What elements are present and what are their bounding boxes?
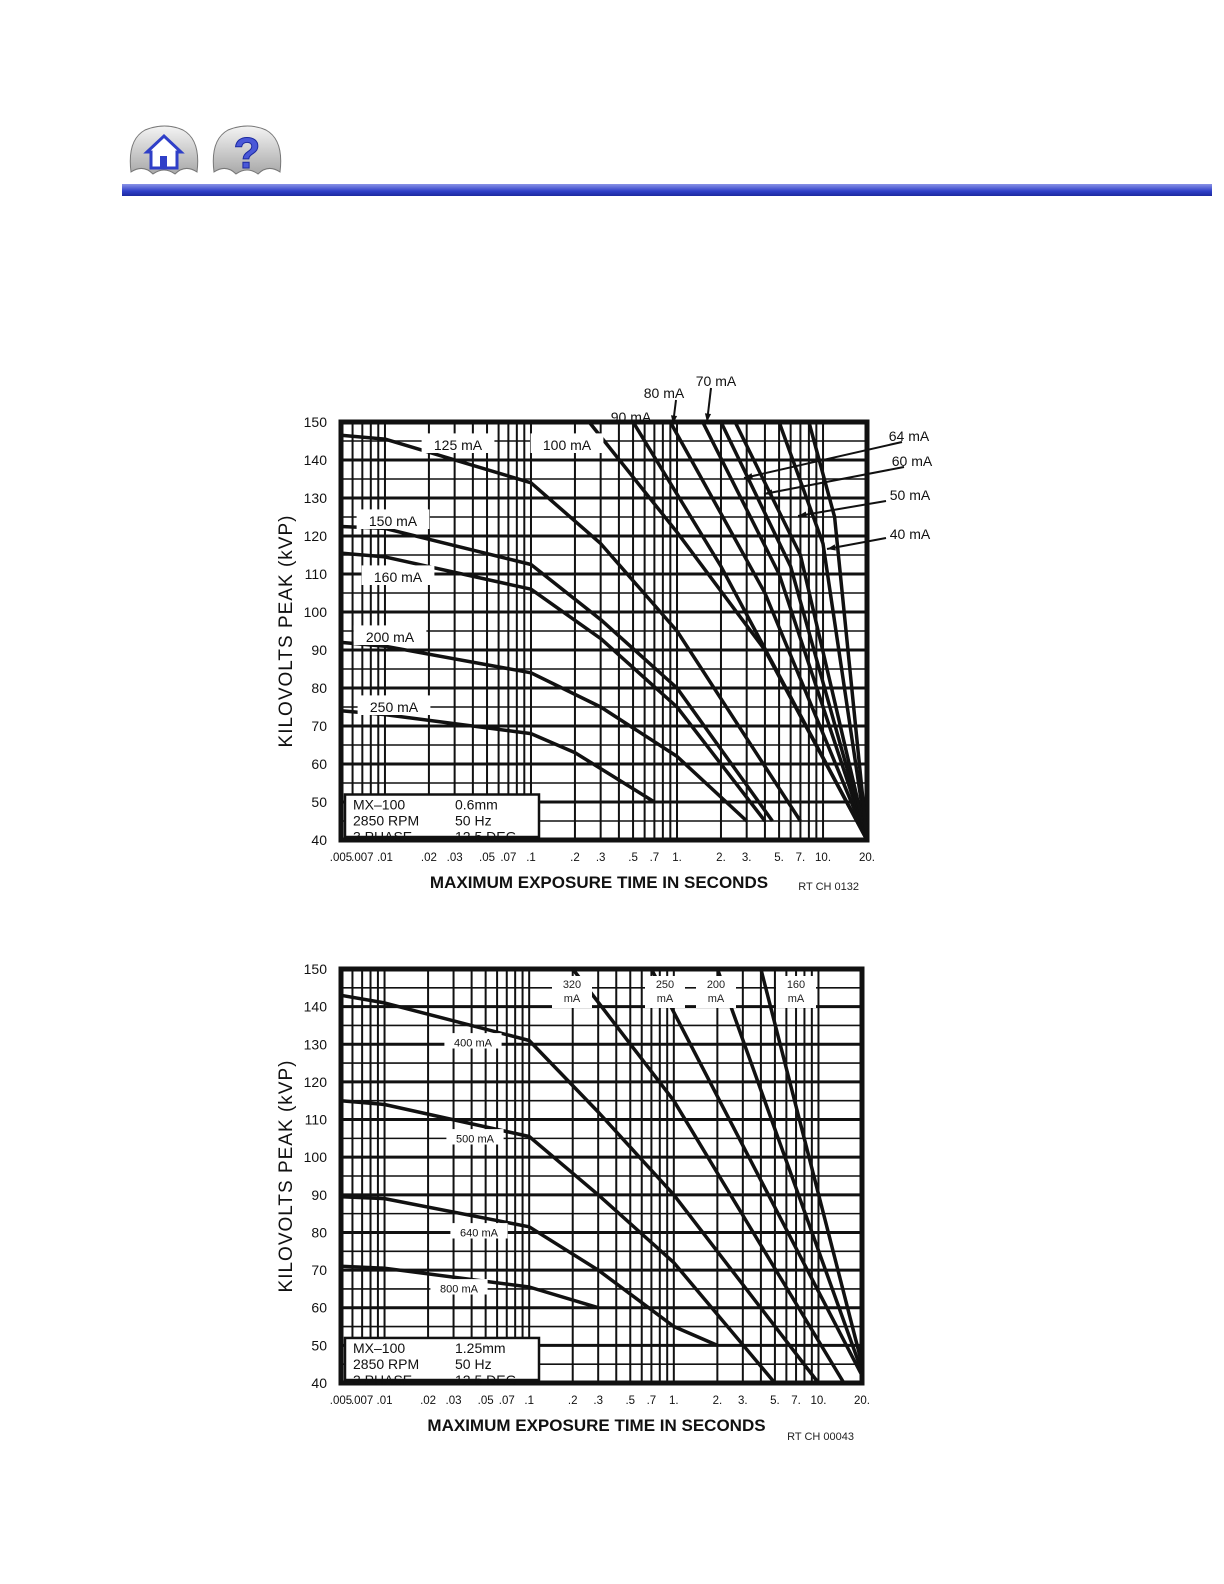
x-tick-label: 20. — [854, 1395, 870, 1407]
series-label: 40 mA — [889, 526, 931, 543]
info-box-right: 12.5 DEG — [455, 828, 517, 845]
series-label: 250 mA — [369, 699, 419, 716]
y-tick-label: 150 — [303, 414, 327, 430]
y-tick-label: 130 — [303, 490, 327, 506]
info-box-right: 0.6mm — [455, 796, 498, 813]
x-tick-label: .3 — [595, 852, 606, 864]
x-tick-label: .02 — [420, 1395, 437, 1407]
y-tick-label: 120 — [303, 1073, 327, 1090]
x-tick-label: .1 — [524, 1395, 534, 1407]
series-label-unit: mA — [563, 993, 581, 1005]
x-tick-label: 5. — [770, 1395, 780, 1407]
y-tick-label: 140 — [303, 998, 327, 1015]
x-tick-label: .03 — [445, 1395, 462, 1407]
series-label: 80 mA — [643, 385, 685, 402]
series-label: 70 mA — [695, 373, 737, 390]
help-button[interactable] — [208, 120, 286, 180]
x-tick-label: .007 — [350, 1395, 374, 1407]
series-label: 60 mA — [891, 453, 933, 470]
x-tick-label: 2. — [716, 852, 726, 864]
x-tick-label: .7 — [649, 852, 660, 864]
y-tick-label: 80 — [311, 680, 327, 696]
x-tick-label: .1 — [526, 852, 536, 864]
y-axis-title: KILOVOLTS PEAK (kVP) — [276, 514, 297, 748]
series-label: 800 mA — [440, 1283, 478, 1296]
info-box-left: 3 PHASE — [353, 828, 413, 845]
header-divider — [122, 184, 1212, 196]
x-tick-label: .03 — [446, 852, 463, 864]
x-tick-label: .5 — [625, 1395, 636, 1407]
chart-code: RT CH 00043 — [787, 1431, 854, 1443]
x-tick-label: 7. — [791, 1395, 801, 1407]
x-tick-label: .005 — [329, 1395, 353, 1407]
x-tick-label: .05 — [479, 852, 496, 864]
x-axis-title: MAXIMUM EXPOSURE TIME IN SECONDS — [429, 873, 769, 892]
series-label: 64 mA — [888, 428, 930, 445]
x-tick-label: .2 — [567, 1395, 578, 1407]
y-tick-label: 140 — [303, 452, 327, 468]
x-tick-label: .05 — [477, 1395, 494, 1407]
y-tick-label: 50 — [311, 1337, 327, 1354]
series-label: 150 mA — [368, 513, 418, 530]
x-tick-label: .07 — [498, 1395, 515, 1407]
y-tick-label: 110 — [304, 566, 327, 582]
svg-text:?: ? — [233, 129, 261, 178]
series-label: 250 — [655, 979, 675, 991]
x-tick-label: .2 — [570, 852, 580, 864]
y-tick-label: 150 — [303, 961, 327, 977]
info-box-left: MX–100 — [353, 796, 406, 813]
x-tick-label: 10. — [810, 1395, 827, 1407]
series-label: 125 mA — [433, 437, 483, 454]
x-tick-label: 2. — [712, 1395, 723, 1407]
x-tick-label: 3. — [738, 1395, 748, 1407]
series-label: 90 mA — [610, 409, 652, 426]
rating-chart-0.6mm — [0, 360, 1224, 920]
series-label-unit: mA — [656, 993, 674, 1005]
y-tick-label: 120 — [303, 528, 327, 544]
series-label: 400 mA — [454, 1037, 492, 1050]
y-axis-title: KILOVOLTS PEAK (kVP) — [276, 1059, 297, 1293]
x-tick-label: 7. — [795, 852, 806, 864]
rating-chart-1.25mm — [0, 950, 1224, 1470]
x-tick-label: .07 — [500, 852, 517, 864]
info-box-right: 12.5 DEG — [455, 1371, 517, 1388]
y-tick-label: 60 — [311, 1299, 327, 1316]
y-tick-label: 100 — [303, 1149, 327, 1166]
info-box-left: 2850 RPM — [353, 1355, 420, 1372]
series-label: 320 — [562, 979, 582, 991]
x-tick-label: .7 — [646, 1395, 657, 1407]
y-tick-label: 40 — [311, 832, 327, 848]
y-tick-label: 40 — [311, 1375, 327, 1391]
y-tick-label: 80 — [311, 1224, 327, 1241]
y-tick-label: 100 — [303, 604, 327, 620]
y-tick-label: 110 — [304, 1111, 327, 1128]
y-tick-label: 90 — [311, 1186, 327, 1203]
x-tick-label: 20. — [859, 852, 875, 864]
label-arrow — [764, 467, 904, 494]
info-box-left: MX–100 — [353, 1339, 406, 1356]
series-line-200ma — [717, 969, 862, 1372]
y-tick-label: 70 — [311, 1262, 327, 1279]
info-box-left: 3 PHASE — [353, 1371, 413, 1388]
series-line-250ma — [651, 969, 862, 1376]
y-tick-label: 70 — [311, 718, 327, 734]
x-axis-title: MAXIMUM EXPOSURE TIME IN SECONDS — [427, 1416, 766, 1435]
info-box-right: 1.25mm — [455, 1339, 506, 1356]
x-tick-label: 5. — [774, 852, 784, 864]
info-box-right: 50 Hz — [455, 1355, 492, 1372]
series-label-unit: mA — [707, 993, 725, 1005]
x-tick-label: .02 — [420, 852, 437, 864]
series-label: 640 mA — [460, 1227, 498, 1240]
x-tick-label: .01 — [376, 852, 393, 864]
x-tick-label: .005 — [329, 852, 353, 864]
home-icon — [125, 120, 203, 180]
series-label: 160 — [786, 979, 806, 991]
series-label: 200 mA — [365, 629, 415, 646]
y-tick-label: 130 — [303, 1036, 327, 1053]
x-tick-label: .5 — [628, 852, 638, 864]
y-tick-label: 90 — [311, 642, 327, 658]
x-tick-label: .007 — [351, 852, 374, 864]
chart-code: RT CH 0132 — [798, 881, 859, 893]
series-label: 200 — [706, 979, 726, 991]
series-label: 160 mA — [373, 569, 423, 586]
info-box-left: 2850 RPM — [353, 812, 420, 829]
x-tick-label: 1. — [672, 852, 682, 864]
y-tick-label: 50 — [311, 794, 327, 810]
x-tick-label: 1. — [669, 1395, 679, 1407]
x-tick-label: 3. — [741, 852, 752, 864]
x-tick-label: 10. — [815, 852, 832, 864]
x-tick-label: .3 — [593, 1395, 603, 1407]
series-label: 500 mA — [456, 1133, 494, 1146]
help-question-icon — [208, 120, 286, 180]
series-label: 100 mA — [542, 437, 592, 454]
info-box-right: 50 Hz — [455, 812, 492, 829]
home-button[interactable] — [125, 120, 203, 180]
x-tick-label: .01 — [376, 1395, 393, 1407]
series-label: 50 mA — [889, 487, 931, 504]
y-tick-label: 60 — [311, 756, 327, 772]
series-label-unit: mA — [787, 993, 805, 1005]
